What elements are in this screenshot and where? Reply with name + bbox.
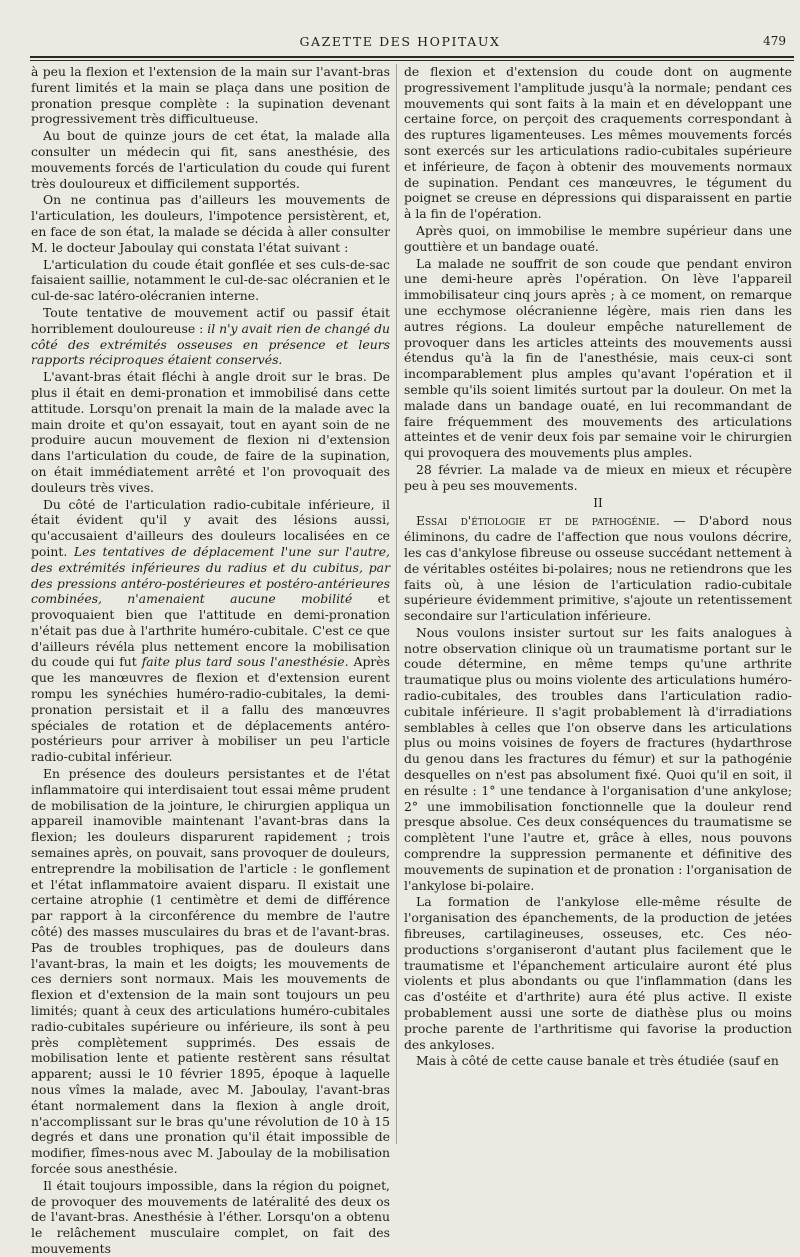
paragraph: La malade ne souffrit de son coude que pendant environ une demi-heure après l'opération. On lève l'appareil immobilisateur cinq jours après ; à ce moment, on remarque une ecchymose olécranienne légère, mais rien dans les autres régions. La douleur empêche naturellement de provoquer dans les articles atteints des mouvements aussi étendus qu'à la fin de l'anesthésie, mais ceux-ci sont incomparablement plus amples qu'avant l'opération et il semble qu'ils soient limités surtout par la douleur. On met la malade dans un bandage ouaté, en lui recommandant de faire fréquemment des mouvements des articulations atteintes et de venir deux fois par semaine voir le chirurgien qui provoquera des mouvements plus amples. <box>404 255 792 461</box>
paragraph <box>404 513 792 624</box>
paragraph-text: Toute tentative de mouvement actif ou passif était horriblement douloureuse : <box>31 304 390 336</box>
paragraph-text: — D'abord nous éliminons, du cadre de l'affection que nous voulons décrire, les cas d'ankylose fibreuse ou osseuse succédant nettement à de véritables ostéites bi-polaires; nous ne retiendrons que les faits où, à une lésion de l'articulation radio-cubitale supérieure évidemment primitive, s'ajoute un retentissement secondaire sur l'articulation inférieure. <box>404 513 792 624</box>
paragraph: à peu la flexion et l'extension de la main sur l'avant-bras furent limités et la main se plaça dans une position de pronation presque complète : la supination devenant progressivement très difficultueuse. <box>31 64 390 127</box>
paragraph: En présence des douleurs persistantes et de l'état inflammatoire qui interdisaient tout essai même prudent de mobilisation de la jointure, le chirurgien appliqua un appareil inamovible maintenant l'avant-bras dans la flexion; les douleurs disparurent rapidement ; trois semaines après, on pouvait, sans provoquer de douleurs, entreprendre la mobilisation de l'article : le gonflement et l'état inflammatoire avaient disparu. Il existait une certaine atrophie (1 centimètre et demi de différence par rapport à la circonférence du membre de l'autre côté) des masses musculaires du bras et de l'avant-bras. Pas de troubles trophiques, pas de douleurs dans l'avant-bras, la main et les doigts; les mouvements de ces derniers sont normaux. Mais les mouvements de flexion et d'extension de la main sont toujours un peu limités; quant à ceux des articulations huméro-cubitales radio-cubitales supérieure ou inférieure, ils sont à peu près complètement supprimés. Des essais de mobilisation lente et patiente restèrent sans résultat apparent; aussi le 10 février 1895, époque à laquelle nous vîmes la malade, avec M. Jaboulay, l'avant-bras étant normalement dans la flexion à angle droit, n'accomplissant sur le bras qu'une révolution de 10 à 15 degrés et dans une pronation qu'il était impossible de modifier, fîmes-nous avec M. Jaboulay de la mobilisation forcée sous anesthésie. <box>31 766 390 1176</box>
paragraph <box>31 497 390 766</box>
paragraph: 28 février. La malade va de mieux en mieux et récupère peu à peu ses mouvements. <box>404 461 792 493</box>
italic-emphasis: il n'y avait rien de changé du côté des extrémités osseuses en présence et leurs rapports réciproques étaient conservés. <box>31 320 390 368</box>
paragraph: L'articulation du coude était gonflée et ses culs-de-sac faisaient saillie, notamment le cul-de-sac olécranien et le cul-de-sac latéro-olécranien interne. <box>31 256 390 304</box>
section-number: II <box>593 495 603 510</box>
paragraph: La formation de l'ankylose elle-même résulte de l'organisation des épanchements, de la production de jetées fibreuses, cartilagineuses, osseuses, etc. Ces néo-productions s'organiseront d'autant plus facilement que le traumatisme et l'épanchement articulaire auront été plus violents et plus abondants ou que l'inflammation (dans les cas d'ostéite et d'arthrite) aura été plus active. Il existe probablement aussi une sorte de diathèse plus ou moins proche parente de l'arthritisme qui favorise la production des ankyloses. <box>404 894 792 1052</box>
italic-emphasis: Les tentatives de déplacement l'une sur l'autre, des extrémités inférieures du radius et du cubitus, par des pressions antéro-postérieures et postéro-antérieures combinées, n'amenaient aucune mobilité <box>31 543 390 607</box>
paragraph: Au bout de quinze jours de cet état, la malade alla consulter un médecin qui fit, sans anesthésie, des mouvements forcés de l'articulation du coude qui furent très douloureux et difficilement supportés. <box>31 128 390 191</box>
left-column <box>31 64 390 1256</box>
header-rule-thick <box>30 56 794 58</box>
paragraph: Après quoi, on immobilise le membre supérieur dans une gouttière et un bandage ouaté. <box>404 222 792 254</box>
paragraph-text: Après que les manœuvres de flexion et d'extension eurent rompu les synéchies huméro-radio-cubitales, la demi-pronation persistait et il a fallu des manœuvres spéciales de rotation et de déplacements antéro-postérieurs pour arriver à mobiliser un peu l'article radio-cubital inférieur. <box>31 654 390 765</box>
paragraph: Mais à côté de cette cause banale et très étudiée (sauf en <box>416 1053 779 1069</box>
paragraph-text: et provoquaient bien que l'attitude en demi-pronation n'était pas due à l'arthrite huméro-cubitale. C'est ce que d'ailleurs révéla plus nettement encore la mobilisation du coude qui fut <box>31 591 390 670</box>
paragraph-text: Du côté de l'articulation radio-cubitale inférieure, il était évident qu'il y avait des lésions aussi, qu'accusaient d'ailleurs des douleurs localisées en ce point. <box>31 496 390 559</box>
paragraph <box>31 305 390 368</box>
right-column <box>404 64 792 1144</box>
page-header-title: GAZETTE DES HOPITAUX <box>299 34 501 49</box>
paragraph: L'avant-bras était fléchi à angle droit sur le bras. De plus il était en demi-pronation et immobilisé dans cette attitude. Lorsqu'on prenait la main de la malade avec la main droite et qu'on essayait, tout en ayant soin de ne produire aucun mouvement de flexion ni d'extension dans l'articulation du coude, de faire de la supination, on était immédiatement arrêté et l'on provoquait des douleurs très vives. <box>31 369 390 495</box>
header-rule-thin <box>30 60 794 61</box>
paragraph: de flexion et d'extension du coude dont on augmente progressivement l'amplitude jusqu'à la normale; pendant ces mouvements qui sont faits à la main et en développant une certaine force, on perçoit des craquements correspondant à des ruptures ligamenteuses. Les mêmes mouvements forcés sont exercés sur les articulations radio-cubitales supérieure et inférieure, de façon à obtenir des mouvements normaux de supination. Pendant ces manœuvres, le tégument du poignet se creuse en dépressions qui disparaissent en partie à la fin de l'opération. <box>404 64 792 222</box>
paragraph: Il était toujours impossible, dans la région du poignet, de provoquer des mouvements de latéralité des deux os de l'avant-bras. Anesthésie à l'éther. Lorsqu'on a obtenu le relâchement musculaire complet, on fait des mouvements <box>31 1177 390 1256</box>
page-number: 479 <box>763 34 786 48</box>
italic-emphasis: faite plus tard sous l'anesthésie. <box>141 654 349 670</box>
column-divider <box>396 64 397 1144</box>
paragraph: Nous voulons insister surtout sur les faits analogues à notre observation clinique où un traumatisme portant sur le coude détermine, en même temps qu'une arthrite traumatique plus ou moins violente des articulations huméro-radio-cubitales, des troubles dans l'articulation radio-cubitale inférieure. Il s'agit probablement là d'irradiations semblables à celles que l'on observe dans les articulations plus ou moins voisines de foyers de fractures (hydarthrose du genou dans les fractures du fémur) et sur la pathogénie desquelles on n'est pas absolument fixé. Quoi qu'il en soit, il en résulte : 1° une tendance à l'organisation d'une ankylose; 2° une immobilisation fonctionnelle que la douleur rend presque absolue. Ces deux conséquences du traumatisme se complètent l'une l'autre et, grâce à elles, nous pouvons comprendre la suppression permanente et définitive des mouvements de supination et de pronation : l'organisation de l'ankylose bi-polaire. <box>404 624 792 893</box>
paragraph: On ne continua pas d'ailleurs les mouvements de l'articulation, les douleurs, l'impotence persistèrent, et, en face de son état, la malade se décida à aller consulter M. le docteur Jaboulay qui constata l'état suivant : <box>31 192 390 255</box>
section-heading: Essai d'étiologie et de pathogénie. <box>416 513 660 529</box>
